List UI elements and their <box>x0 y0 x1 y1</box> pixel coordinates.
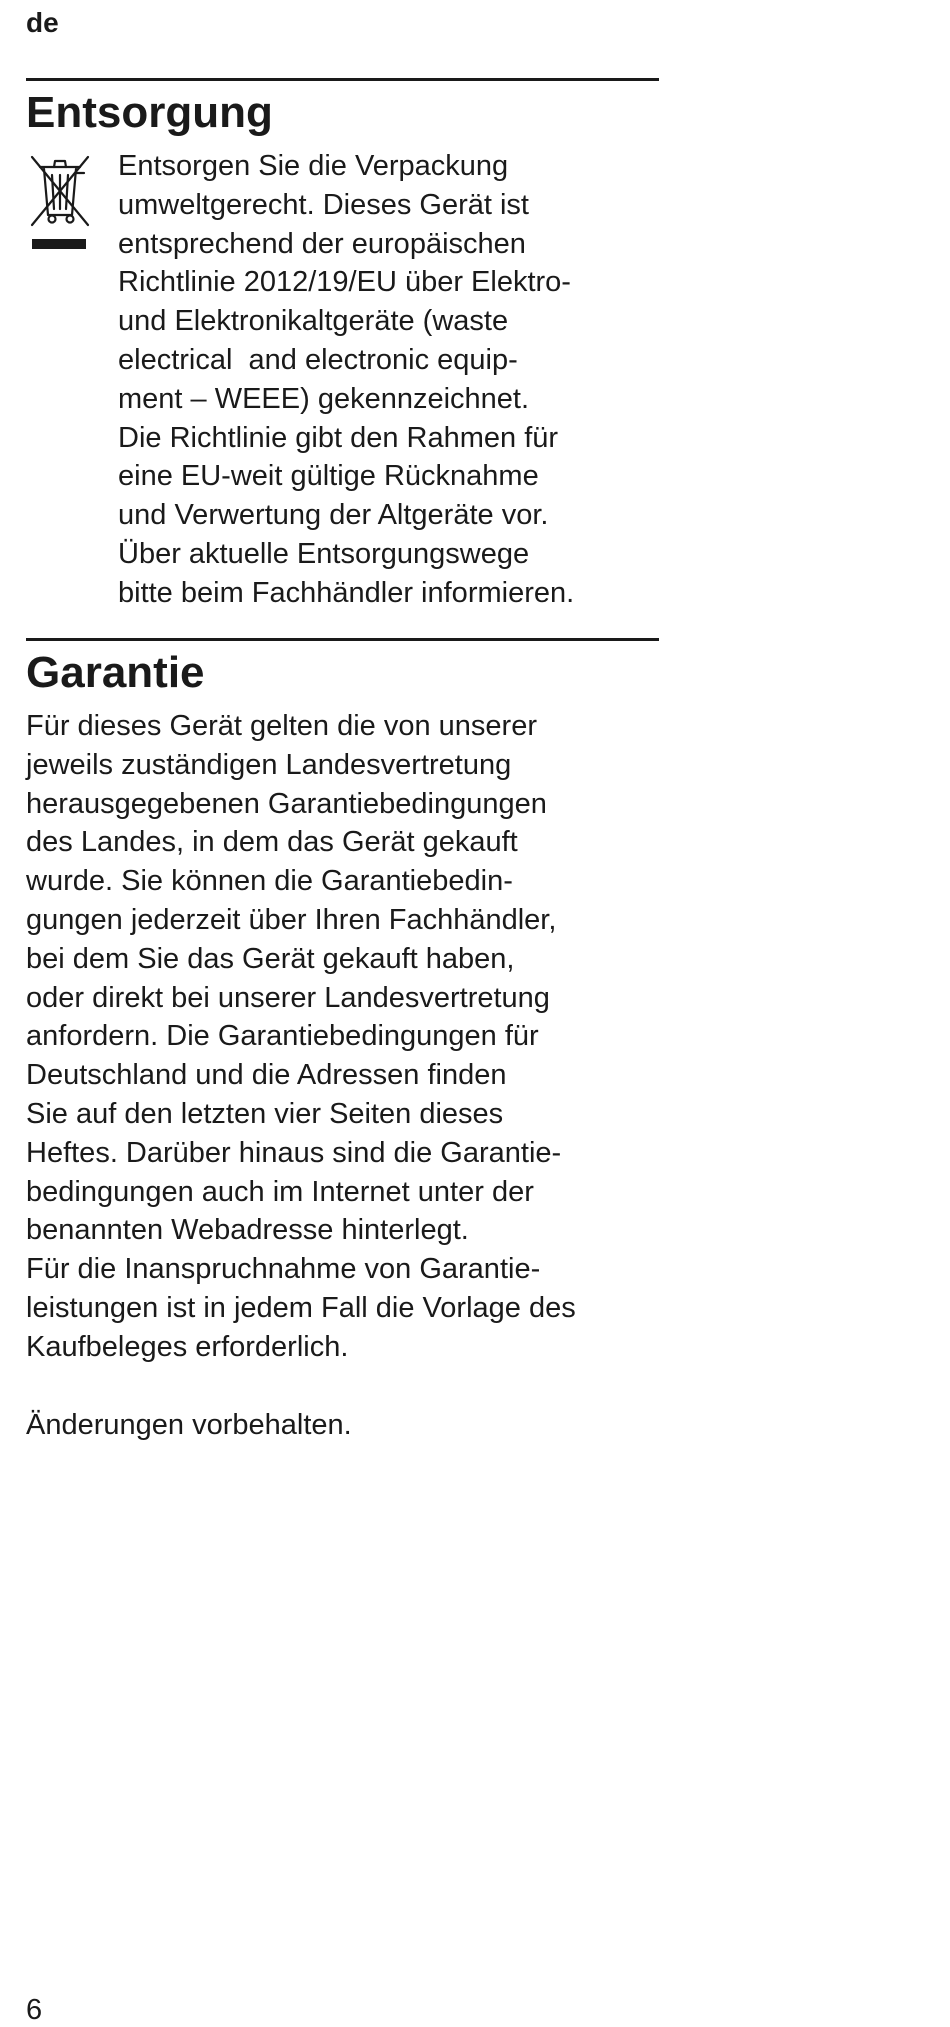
text-line: benannten Webadresse hinterlegt. <box>26 1214 469 1247</box>
disposal-paragraph <box>118 147 658 613</box>
disposal-heading: Entsorgung <box>26 88 273 137</box>
text-line: entsprechend der europäischen <box>118 227 526 260</box>
text-line: Heftes. Darüber hinaus sind die Garantie- <box>26 1136 562 1169</box>
weee-crossed-out-bin-icon <box>28 155 92 251</box>
text-line: bei dem Sie das Gerät gekauft haben, <box>26 942 515 975</box>
text-line: eine EU-weit gültige Rücknahme <box>118 460 539 493</box>
text-line: wurde. Sie können die Garantiebedin- <box>26 865 513 898</box>
text-line: jeweils zuständigen Landesvertretung <box>26 748 512 781</box>
section-divider-disposal <box>26 78 659 81</box>
page-number: 6 <box>26 1994 43 2026</box>
text-line: Kaufbeleges erforderlich. <box>26 1330 349 1363</box>
text-line: anfordern. Die Garantiebedingungen für <box>26 1020 539 1053</box>
text-line: Für die Inanspruchnahme von Garantie- <box>26 1253 541 1286</box>
text-line: und Elektronikaltgeräte (waste <box>118 305 509 338</box>
text-line: Richtlinie 2012/19/EU über Elektro- <box>118 266 571 299</box>
text-line: Für dieses Gerät gelten die von unserer <box>26 710 537 742</box>
text-line: bedingungen auch im Internet unter der <box>26 1175 534 1208</box>
text-line: Über aktuelle Entsorgungswege <box>118 537 530 570</box>
text-line: und Verwertung der Altgeräte vor. <box>118 499 549 532</box>
text-line: herausgegebenen Garantiebedingungen <box>26 787 547 820</box>
text-line: Sie auf den letzten vier Seiten dieses <box>26 1097 504 1130</box>
text-line: Deutschland und die Adressen finden <box>26 1059 507 1092</box>
text-line: leistungen ist in jedem Fall die Vorlage des <box>26 1291 576 1324</box>
changes-reserved-note: Änderungen vorbehalten. <box>26 1409 352 1441</box>
guarantee-heading: Garantie <box>26 648 205 697</box>
section-divider-guarantee <box>26 638 659 641</box>
text-line: bitte beim Fachhändler informieren. <box>118 576 575 609</box>
language-tag: de <box>26 7 59 38</box>
text-line: ment – WEEE) gekennzeichnet. <box>118 382 530 415</box>
text-line: gungen jederzeit über Ihren Fachhändler, <box>26 903 557 936</box>
text-line: electrical and electronic equip- <box>118 343 518 376</box>
text-line: Die Richtlinie gibt den Rahmen für <box>118 421 559 454</box>
text-line: umweltgerecht. Dieses Gerät ist <box>118 188 529 221</box>
text-line: Entsorgen Sie die Verpackung <box>118 150 509 182</box>
text-line: des Landes, in dem das Gerät gekauft <box>26 826 518 859</box>
text-line: oder direkt bei unserer Landesvertretung <box>26 981 550 1014</box>
guarantee-paragraph <box>26 707 666 1367</box>
